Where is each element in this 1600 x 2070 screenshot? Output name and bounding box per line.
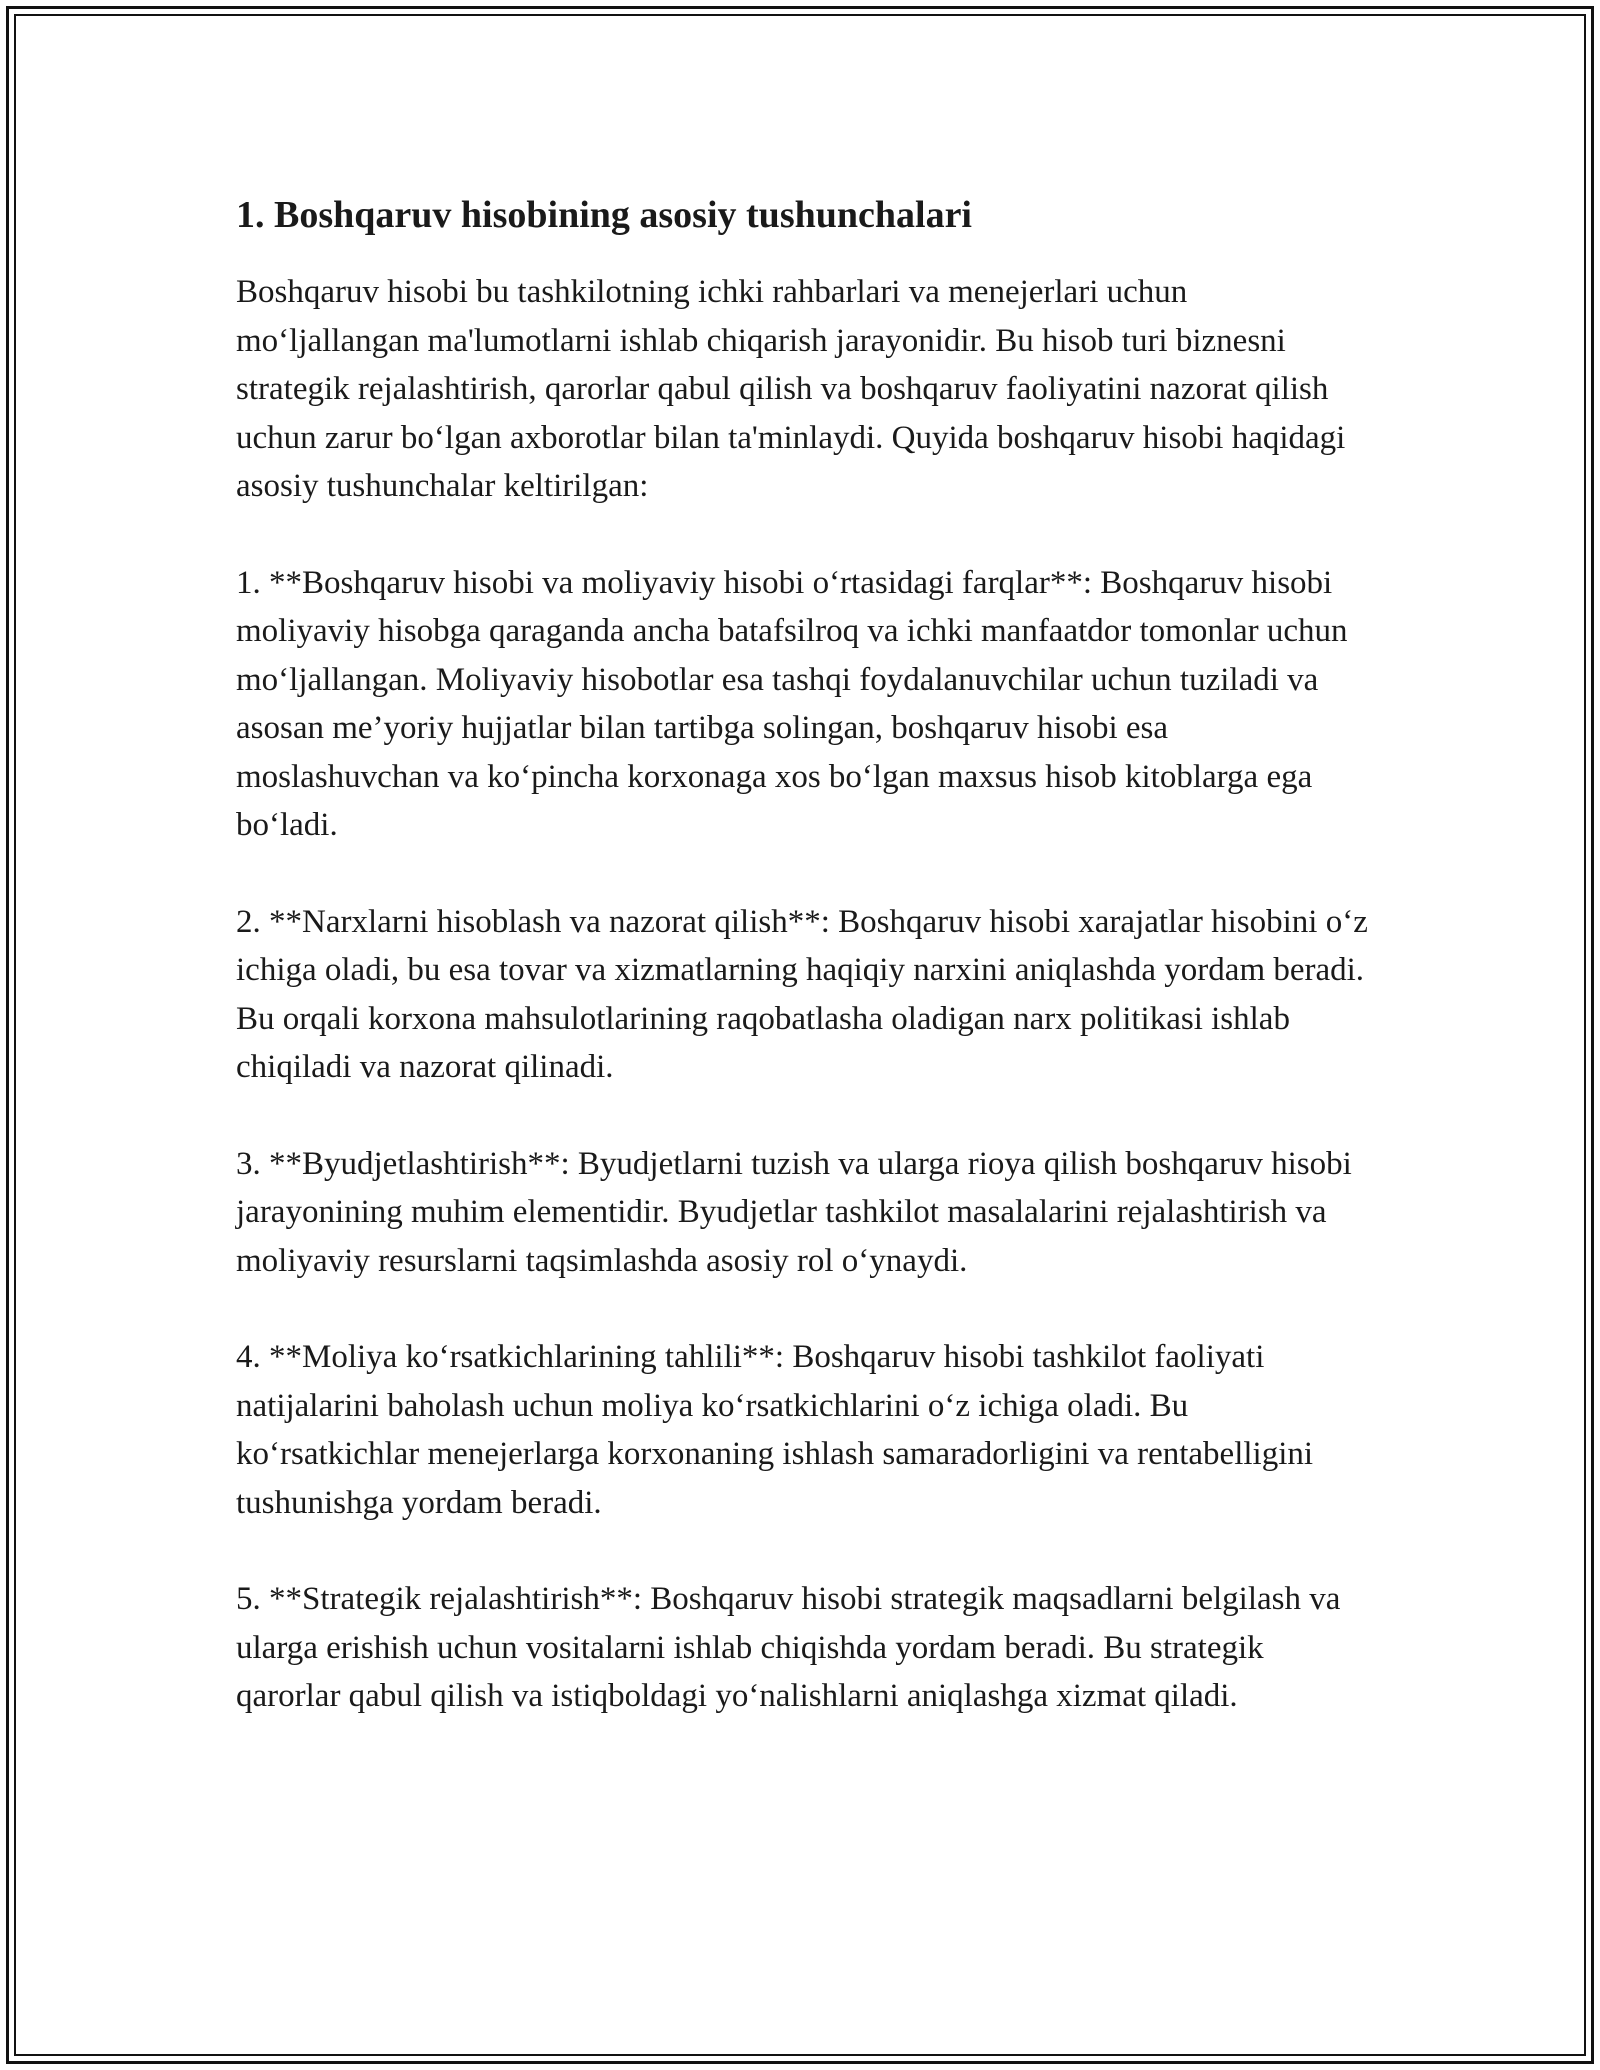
document-title: 1. Boshqaruv hisobining asosiy tushunchalari: [236, 194, 972, 236]
list-item-3: 3. **Byudjetlashtirish**: Byudjetlarni tuzish va ularga rioya qilish boshqaruv hisobi jarayonining muhim elementidir. Byudjetlar tashkilot masalalarini rejalashtirish va moliyaviy resurslarni taqsimlashda asosiy rol o‘ynaydi.: [236, 1145, 1352, 1279]
document-body: [236, 186, 1376, 1769]
list-item-5: 5. **Strategik rejalashtirish**: Boshqaruv hisobi strategik maqsadlarni belgilash va ularga erishish uchun vositalarni ishlab chiqishda yordam beradi. Bu strategik qarorlar qabul qilish va istiqboldagi yo‘nalishlarni aniqlashga xizmat qiladi.: [236, 1581, 1341, 1714]
list-item-1: 1. **Boshqaruv hisobi va moliyaviy hisobi o‘rtasidagi farqlar**: Boshqaruv hisobi moliyaviy hisobga qaraganda ancha batafsilroq va ichki manfaatdor tomonlar uchun mo‘ljallangan. Moliyaviy hisobotlar esa tashqi foydalanuvchilar uchun tuziladi va asosan me’yoriy hujjatlar bilan tartibga solingan, boshqaruv hisobi esa moslashuvchan va ko‘pincha korxonaga xos bo‘lgan maxsus hisob kitoblarga ega bo‘ladi.: [236, 564, 1348, 843]
intro-paragraph: Boshqaruv hisobi bu tashkilotning ichki rahbarlari va menejerlari uchun mo‘ljallangan ma'lumotlarni ishlab chiqarish jarayonidir. Bu hisob turi biznesni strategik rejalashtirish, qarorlar qabul qilish va boshqaruv faoliyatini nazorat qilish uchun zarur bo‘lgan axborotlar bilan ta'minlaydi. Quyida boshqaruv hisobi haqidagi asosiy tushunchalar keltirilgan:: [236, 274, 1346, 504]
list-item-4: 4. **Moliya ko‘rsatkichlarining tahlili**: Boshqaruv hisobi tashkilot faoliyati natijalarini baholash uchun moliya ko‘rsatkichlarini o‘z ichiga oladi. Bu ko‘rsatkichlar menejerlarga korxonaning ishlash samaradorligini va rentabelligini tushunishga yordam beradi.: [236, 1339, 1314, 1521]
list-item-2: 2. **Narxlarni hisoblash va nazorat qilish**: Boshqaruv hisobi xarajatlar hisobini o‘z ichiga oladi, bu esa tovar va xizmatlarning haqiqiy narxini aniqlashda yordam beradi. Bu orqali korxona mahsulotlarining raqobatlasha oladigan narx politikasi ishlab chiqiladi va nazorat qilinadi.: [236, 903, 1368, 1085]
